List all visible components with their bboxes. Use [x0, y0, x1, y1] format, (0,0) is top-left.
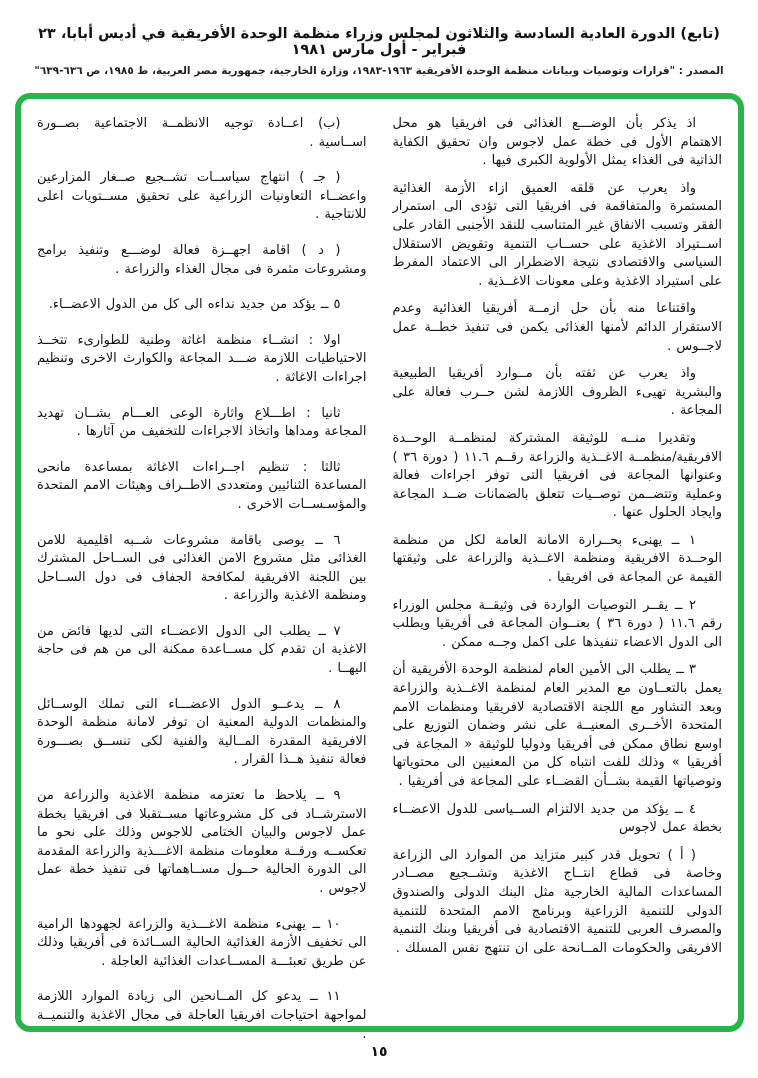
paragraph: ( أ ) تحويل قدر كبير متزايد من الموارد الى الزراعة وخاصة فى قطاع انتــاج الاغذية وتشــجيع مصــادر المساعدات المالية الخارجية مثل البنك الدولى والصندوق الدولى للتنمية الزراعية وبرنامج الامم المتحدة للتنمية والمصرف العربى للتنمية الاقتصادية فى أفريقيا وبنك التنمية الافريقى والحكومات المــانحة على ان تنتهج نفس المسلك . — [392, 847, 722, 956]
paragraph: وتقديرا منــه للوثيقة المشتركة لمنظمــة الوحــدة الافريقية/منظمــة الاغــذية والزراعة رقــم ١١.٦ ( دورة ٣٦ ) وعنوانها المجاعة فى افريقيا التى توفر اجراءات فعالة وعملية وتتضــمن توصــيات تتعلق بالضمانات ضــد المجاعة وايجاد الحلول عنها . — [392, 430, 722, 521]
paragraph: ( جـ ) انتهاج سياســات تشــجيع صــغار المزارعين واعضــاء التعاونيات الزراعية على تحقيق مســتويات اعلى للانتاجية . — [37, 170, 367, 223]
paragraph: ١٠ ــ يهنىء منظمة الاغـــذية والزراعة لجهودها الرامية الى تخفيف الأزمة الغذائية الحالية الســائدة فى أفريقيا وذلك عن طريق تعبئـــة المســاعدات الغذائية العاجلة . — [37, 916, 367, 969]
right-column — [393, 115, 723, 1014]
paragraph: ٩ ــ يلاحظ ما تعتزمه منظمة الاغذية والزراعة من الاسترشــاد فى كل مشروعاتها مســتقبلا فى افريقيا بخطة عمل لاجوس والبيان الختامى للاجوس وذلك على نحو ما تعكســه ورقــة معلومات منظمة الاغـــذية والزراعة المقدمة الى الدورة الحالية حــول مســاهماتها فى تنفيذ خطة عمل لاجوس . — [37, 788, 367, 896]
paragraph: واذ يعرب عن ثقته بأن مــوارد أفريقيا الطبيعية والبشرية تهيىء الظروف اللازمة لشن حــرب فعالة على المجاعة . — [392, 366, 722, 419]
paragraph: ٢ ــ يقــر التوصيات الواردة فى وثيقــة مجلس الوزراء رقم ١١.٦ ( دورة ٣٦ ) بعنــوان المجاعة فى أفريقيا ويطلب الى الدول الاعضاء تنفيذها على اكمل وجــه ممكن . — [392, 597, 723, 650]
paragraph: ( د ) اقامة اجهــزة فعالة لوضـــع وتنفيذ برامج ومشروعات مثمرة فى مجال الغذاء والزراعة . — [37, 242, 367, 277]
paragraph: ٨ ــ يدعــو الدول الاعضـــاء التى تملك الوســائل والمنظمات الدولية المعنية ان توفر لامانة منظمة الوحدة الافريقية المقدرة المــالية والفنية لكى تنســق بصـــورة فعالة تنفيذ هــذا القرار . — [37, 696, 367, 768]
paragraph: ٤ ــ يؤكد من جديد الالتزام الســياسى للدول الاعضــاء بخطة عمل لاجوس — [392, 801, 722, 836]
paragraph: واذ يعرب عن قلقه العميق ازاء الأزمة الغذائية المستمرة والمتفاقمة فى افريقيا التى تؤدى الى استمرار الفقر وتسبب الانفاق غير المتناسب للنقد الأجنبى القادر على اســتيراد الاغذية على حســاب التنمية وتقويض الاستقلال السياسى والاقتصادى نتيجة الاضطرار الى الاعتماد المفرط على استيراد الاغذية وعلى معونات الاغــذية . — [392, 180, 722, 289]
paragraph: اذ يذكر بأن الوضـــع الغذائى فى افريقيا هو محل الاهتمام الأول فى خطة عمل لاجوس وان تحقيق الكفاية الذاتية فى الغذاء يمثل الأولوية الكبرى فيها . — [392, 116, 722, 169]
paragraph: ٣ ــ يطلب الى الأمين العام لمنظمة الوحدة الأفريقية أن يعمل بالتعــاون مع المدير العام لمنظمة الاغــذية والزراعة وبعد التشاور مع اللجنة الاقتصادية لافريقيا ومنظمات الامم المتحدة الأخــرى المعنيــة على نشر وضمان التوزيع على اوسع نطاق ممكن فى أفريقيا ودوليا للوثيقة « المجاعة فى أفريقيا » وذلك للفت انتباه كل من المعنيين الى محتوياتها وتوصياتها القيمة بشــأن القضــاء على المجاعة فى أفريقيا . — [392, 662, 722, 789]
paragraph: ١ ــ يهنىء بحــرارة الامانة العامة لكل من منظمة الوحــدة الافريقية ومنظمة الاغــذية والزراعة على وثيقتها القيمة عن المجاعة فى افريقيا . — [392, 532, 722, 586]
paragraph: ١١ ــ يدعو كل المــانحين الى زيادة الموارد اللازمة لمواجهة احتياجات افريقيا العاجلة فى مجال الاغذية والتنميــة . — [37, 989, 367, 1042]
header-session-title: (تابع) الدورة العادية السادسة والثلاثون لمجلس وزراء منظمة الوحدة الأفريقية في أديس أبابا، ٢٣ فبراير - أول مارس ١٩٨١ — [38, 26, 720, 58]
paragraph: اولا : انشــاء منظمة اغاثة وطنية للطوارىء تتخــذ الاحتياطيات اللازمة ضـــد المجاعة والكوارث الاخرى وتنظيم اجراءات الاغاثة . — [37, 332, 367, 385]
page-number: ١٥ — [370, 1044, 388, 1060]
document-header — [0, 26, 758, 77]
header-source-line: المصدر : "قرارات وتوصيات وبيانات منظمة الوحدة الأفريقية ١٩٦٣-١٩٨٣، وزارة الخارجية، جمهورية مصر العربية، ط ١٩٨٥، ص ٦٣٦-٦٣٩" — [34, 65, 724, 77]
paragraph: ثالثا : تنظيم اجــراءات الاغاثة بمساعدة مانحى المساعدة الثنائيين ومتعددى الاطــراف وهيئات الامم المتحدة والمؤسـســات الاخرى . — [37, 459, 367, 512]
paragraph: ثانيا : اطـــلاع واثارة الوعى العـــام بشــان تهديد المجاعة ومداها واتخاذ الاجراءات للتخفيف من آثارها . — [37, 405, 367, 440]
left-column — [37, 115, 367, 1042]
paragraph: ٦ ــ يوصى باقامة مشروعات شــبه اقليمية للامن الغذائى مثل مشروع الامن الغذائى فى الســاحل المشترك بين اللجنة الافريقية لمكافحة الجفاف فى دول الســاحل ومنظمة الاغذية والزراعة . — [37, 532, 367, 604]
paragraph: ٥ ــ يؤكد من جديد نداءه الى كل من الدول الاعضــاء. — [48, 297, 341, 313]
paragraph: واقتناعا منه بأن حل ازمــة أفريقيا الغذائية وعدم الاستقرار الدائم لأمنها الغذائى يكمن فى تنفيذ خطــة عمل لاجــوس . — [392, 301, 722, 354]
paragraph: ٧ ــ يطلب الى الدول الاعضــاء التى لديها فائض من الاغذية ان تقدم كل مســاعدة ممكنة الى من هم فى حاجة اليهــا . — [37, 623, 367, 677]
paragraph: (ب) اعــادة توجيه الانظمــة الاجتماعية بصــورة اســاسية . — [37, 116, 367, 150]
content-columns — [37, 115, 723, 1042]
content-frame — [15, 93, 744, 1042]
